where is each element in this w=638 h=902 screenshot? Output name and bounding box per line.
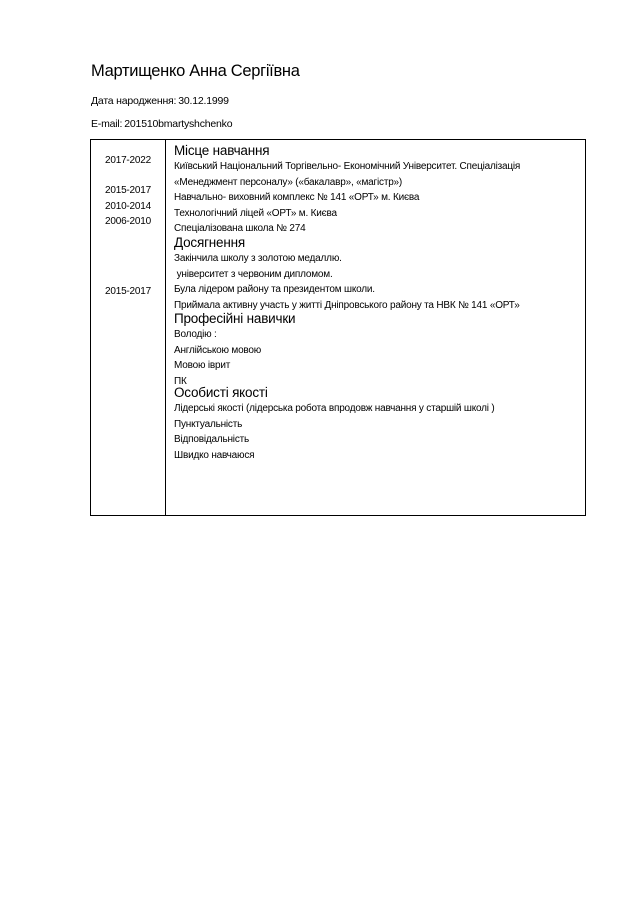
education-section [174,143,579,237]
education-line: Технологічний ліцей «ОРТ» м. Києва [174,207,337,219]
skills-section [174,311,579,389]
skills-title: Професійні навички [174,311,296,326]
email [91,118,232,130]
birth-date [91,95,229,107]
skill-line: Володію : [174,329,217,340]
year-range: 2010-2014 [104,201,152,212]
achievements-title: Досягнення [174,235,245,250]
skill-line: Англійською мовою [174,344,262,356]
skill-line: ПК [174,375,187,387]
education-line: Навчально- виховний комплекс № 141 «ОРТ» м. Києва [174,192,420,204]
year-range: 2015-2017 [104,185,152,196]
skill-line: Мовою іврит [174,360,231,372]
quality-line: Відповідальність [174,434,250,446]
achievement-line: університет з червоним дипломом. [174,268,333,280]
qualities-section [174,385,579,463]
birth-date-label: Дата народження: [91,95,177,107]
qualities-title: Особисті якості [174,385,268,400]
education-line: «Менеджмент персоналу» («бакалавр», «магістр») [174,176,403,188]
year-range: 2006-2010 [104,216,152,227]
achievement-line: Приймала активну участь у житті Дніпровського району та НВК № 141 «ОРТ» [174,299,520,311]
quality-line: Лідерські якості (лідерська робота впродовж навчання у старшій школі ) [174,403,495,414]
year-range: 2015-2017 [104,286,152,297]
quality-line: Пунктуальність [174,418,243,430]
achievement-line: Закінчила школу з золотою медаллю. [174,253,342,264]
email-value: 201510bmartyshchenko [124,118,233,130]
cv-table [90,139,586,516]
education-line: Спеціалізована школа № 274 [174,223,306,235]
education-line: Київський Національний Торгівельно- Економічний Університет. Спеціалізація [174,161,521,172]
achievements-section [174,235,579,313]
achievement-line: Була лідером району та президентом школи. [174,284,375,296]
quality-line: Швидко навчаюся [174,449,255,461]
year-range: 2017-2022 [104,155,152,166]
email-label: E-mail: [91,118,123,130]
birth-date-value: 30.12.1999 [178,95,229,107]
education-title: Місце навчання [174,143,270,158]
person-name: Мартищенко Анна Сергіївна [91,62,300,80]
column-divider [165,140,166,515]
